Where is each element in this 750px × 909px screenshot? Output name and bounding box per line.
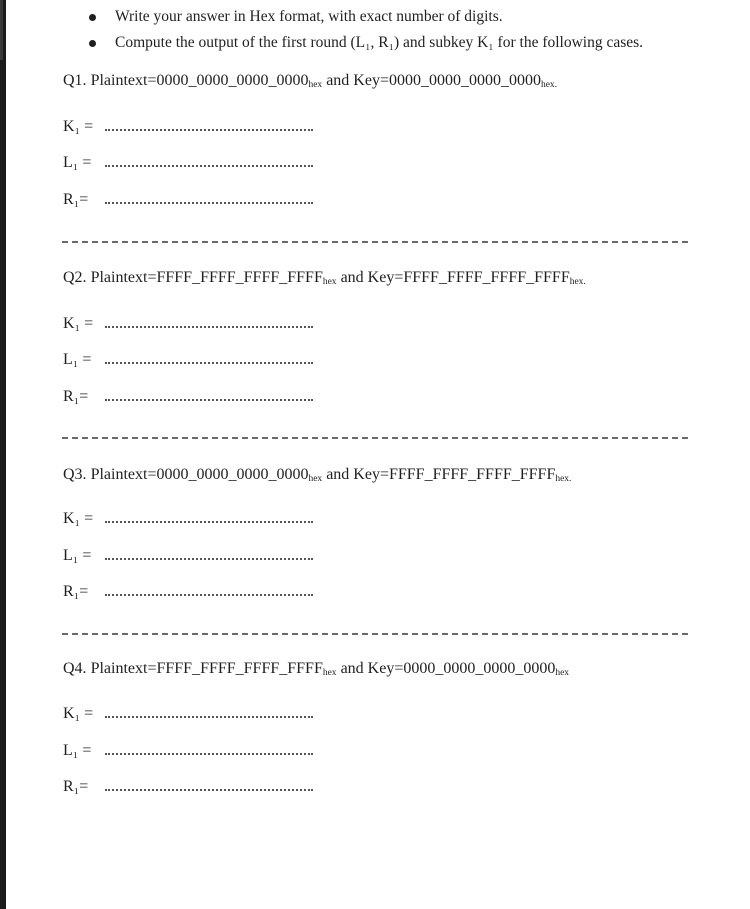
answer-blank[interactable]: [105, 714, 313, 718]
hex-subscript: hex.: [569, 277, 586, 287]
answer-row-l1[interactable]: [63, 547, 313, 565]
answer-row-l1[interactable]: [63, 154, 313, 172]
field-label: L₁ =: [63, 351, 92, 368]
answer-blank[interactable]: [105, 592, 313, 596]
answer-row-r1[interactable]: [63, 191, 313, 209]
field-label: R₁=: [63, 583, 89, 600]
answer-row-k1[interactable]: [63, 118, 313, 136]
answer-blank[interactable]: [105, 519, 313, 523]
field-label: R₁=: [63, 388, 89, 405]
bullet-icon: [89, 40, 96, 47]
key-value: and Key=FFFF_FFFF_FFFF_FFFF: [336, 269, 570, 286]
answer-row-l1[interactable]: [63, 742, 313, 760]
hex-subscript: hex: [322, 668, 337, 678]
answer-row-l1[interactable]: [63, 351, 313, 369]
plaintext-value: Plaintext=FFFF_FFFF_FFFF_FFFF: [90, 269, 323, 286]
key-value: and Key=0000_0000_0000_0000: [322, 72, 541, 89]
answer-row-k1[interactable]: [63, 705, 313, 723]
question-3-heading: [63, 466, 571, 484]
field-label: L₁ =: [63, 547, 92, 564]
instruction-list: [85, 6, 643, 58]
hex-subscript: hex: [308, 80, 323, 90]
answer-blank[interactable]: [105, 787, 313, 791]
bullet-icon: [89, 14, 96, 21]
question-4-heading: [63, 660, 569, 678]
plaintext-value: Plaintext=FFFF_FFFF_FFFF_FFFF: [90, 660, 323, 677]
question-1-heading: [63, 72, 557, 90]
question-number: Q4.: [63, 660, 87, 677]
hex-subscript: hex: [308, 474, 323, 484]
answer-row-r1[interactable]: [63, 388, 313, 406]
key-value: and Key=FFFF_FFFF_FFFF_FFFF: [322, 466, 556, 483]
answer-row-k1[interactable]: [63, 510, 313, 528]
field-label: K₁ =: [63, 118, 94, 135]
left-page-edge: [0, 0, 6, 909]
answer-row-r1[interactable]: [63, 583, 313, 601]
instruction-item: [85, 32, 643, 58]
answer-blank[interactable]: [105, 556, 313, 560]
field-label: K₁ =: [63, 315, 94, 332]
field-label: R₁=: [63, 191, 89, 208]
field-label: R₁=: [63, 778, 89, 795]
key-value: and Key=0000_0000_0000_0000: [336, 660, 556, 677]
section-divider: [62, 241, 688, 243]
answer-blank[interactable]: [105, 751, 313, 755]
hex-subscript: hex: [555, 668, 570, 678]
question-number: Q1.: [63, 72, 87, 89]
answer-row-k1[interactable]: [63, 315, 313, 333]
instruction-item: [85, 6, 643, 32]
left-page-edge-shadow: [0, 0, 3, 60]
field-label: K₁ =: [63, 510, 94, 527]
section-divider: [62, 437, 688, 439]
plaintext-value: Plaintext=0000_0000_0000_0000: [90, 72, 309, 89]
field-label: K₁ =: [63, 705, 94, 722]
field-label: L₁ =: [63, 742, 92, 759]
answer-blank[interactable]: [105, 324, 313, 328]
answer-blank[interactable]: [105, 397, 313, 401]
hex-subscript: hex: [322, 277, 337, 287]
question-number: Q3.: [63, 466, 87, 483]
plaintext-value: Plaintext=0000_0000_0000_0000: [90, 466, 309, 483]
hex-subscript: hex.: [555, 474, 572, 484]
answer-blank[interactable]: [105, 163, 313, 167]
hex-subscript: hex.: [540, 80, 558, 90]
answer-blank[interactable]: [105, 360, 313, 364]
section-divider: [62, 633, 688, 635]
answer-row-r1[interactable]: [63, 778, 313, 796]
field-label: L₁ =: [63, 154, 92, 171]
instruction-text: Write your answer in Hex format, with exact number of digits.: [115, 8, 503, 25]
question-number: Q2.: [63, 269, 87, 286]
instruction-text: Compute the output of the first round (L₁, R₁) and subkey K₁ for the following cases.: [115, 34, 644, 51]
answer-blank[interactable]: [105, 200, 313, 204]
answer-blank[interactable]: [105, 127, 313, 131]
question-2-heading: [63, 269, 586, 287]
